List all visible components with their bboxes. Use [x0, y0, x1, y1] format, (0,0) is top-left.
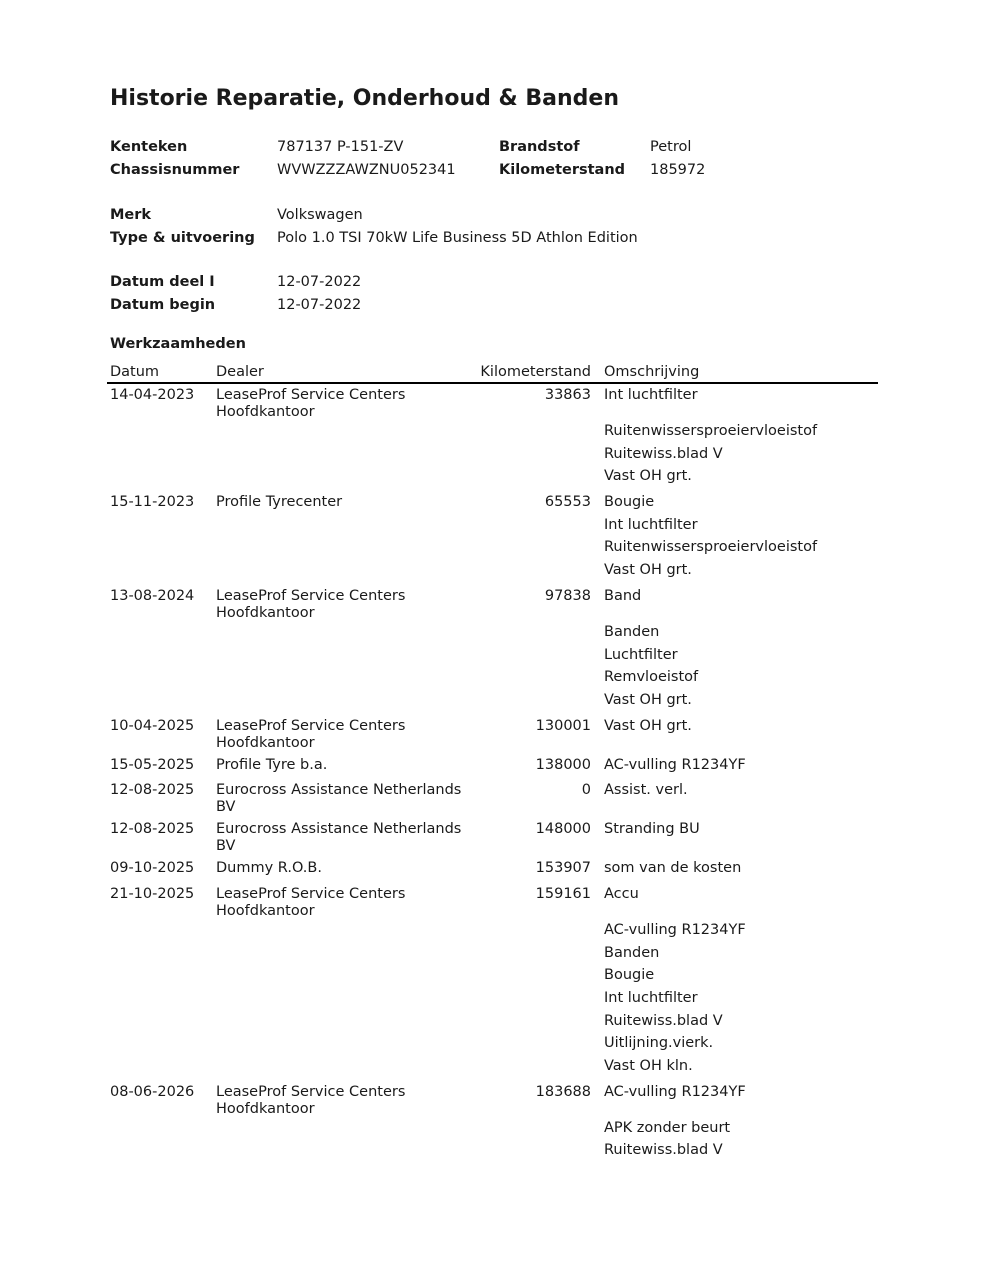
kilometerstand-label: Kilometerstand — [499, 161, 626, 178]
cell-dealer — [213, 922, 468, 945]
cell-date: 21-10-2025 — [110, 885, 195, 902]
cell-kilometerstand: 138000 — [535, 756, 591, 773]
cell-kilometerstand: 148000 — [535, 821, 591, 838]
cell-dealer — [213, 562, 468, 585]
table-row — [107, 857, 878, 883]
table-row-continuation — [107, 922, 878, 945]
table-row-continuation — [107, 669, 878, 692]
cell-omschrijving: Ruitewiss.blad V — [604, 1012, 723, 1029]
cell-dealer: LeaseProf Service Centers Hoofdkantoor — [216, 885, 406, 919]
cell-kilometerstand: 97838 — [544, 587, 591, 604]
cell-dealer: Profile Tyrecenter — [216, 494, 343, 511]
cell-date — [107, 468, 213, 491]
meta-row — [110, 274, 880, 297]
cell-kilometerstand — [468, 990, 601, 1013]
table-row — [107, 715, 878, 754]
table-row — [107, 1081, 878, 1120]
kenteken-value: 787137 P-151-ZV — [277, 139, 404, 155]
type-label: Type & uitvoering — [110, 229, 255, 246]
table-row-continuation — [107, 945, 878, 968]
table-row-continuation — [107, 539, 878, 562]
cell-omschrijving: Accu — [604, 885, 639, 902]
history-table — [107, 362, 878, 1165]
column-header-datum: Datum — [107, 362, 213, 383]
cell-omschrijving: Banden — [604, 623, 660, 640]
table-row — [107, 754, 878, 780]
meta-row — [110, 207, 880, 230]
cell-kilometerstand — [468, 967, 601, 990]
kilometerstand-value: 185972 — [650, 161, 706, 178]
table-row-continuation — [107, 562, 878, 585]
brandstof-value: Petrol — [650, 139, 692, 155]
cell-omschrijving: Banden — [604, 944, 660, 961]
cell-dealer — [213, 423, 468, 446]
cell-omschrijving: Ruitenwissersproeiervloeistof — [604, 539, 818, 556]
cell-dealer — [213, 967, 468, 990]
cell-date — [107, 922, 213, 945]
table-row — [107, 383, 878, 423]
kenteken-label: Kenteken — [110, 139, 188, 155]
table-row — [107, 779, 878, 818]
cell-omschrijving: Assist. verl. — [604, 782, 688, 799]
table-row-continuation — [107, 1142, 878, 1165]
cell-date — [107, 945, 213, 968]
table-row — [107, 585, 878, 624]
cell-omschrijving: Vast OH grt. — [604, 562, 692, 579]
cell-kilometerstand: 153907 — [535, 860, 591, 877]
cell-kilometerstand: 183688 — [535, 1083, 591, 1100]
cell-kilometerstand — [468, 1120, 601, 1143]
cell-date: 08-06-2026 — [110, 1083, 195, 1100]
cell-omschrijving: APK zonder beurt — [604, 1119, 731, 1136]
cell-omschrijving: Vast OH grt. — [604, 691, 692, 708]
cell-dealer — [213, 1120, 468, 1143]
section-title: Werkzaamheden — [110, 336, 246, 352]
cell-dealer — [213, 1035, 468, 1058]
table-row-continuation — [107, 692, 878, 715]
cell-kilometerstand — [468, 539, 601, 562]
cell-date: 15-11-2023 — [110, 494, 195, 511]
cell-kilometerstand — [468, 945, 601, 968]
table-row-continuation — [107, 446, 878, 469]
cell-dealer — [213, 446, 468, 469]
cell-omschrijving: Ruitenwissersproeiervloeistof — [604, 423, 818, 439]
cell-date — [107, 647, 213, 670]
table-row-continuation — [107, 967, 878, 990]
cell-kilometerstand — [468, 669, 601, 692]
table-row — [107, 818, 878, 857]
cell-kilometerstand — [468, 922, 601, 945]
cell-omschrijving: Ruitewiss.blad V — [604, 445, 723, 462]
cell-kilometerstand — [468, 647, 601, 670]
cell-kilometerstand — [468, 1013, 601, 1036]
vehicle-info-block-1 — [110, 139, 880, 184]
cell-dealer: LeaseProf Service Centers Hoofdkantoor — [216, 387, 406, 420]
cell-date — [107, 1142, 213, 1165]
cell-dealer — [213, 945, 468, 968]
cell-date — [107, 990, 213, 1013]
type-value: Polo 1.0 TSI 70kW Life Business 5D Athlon Edition — [277, 229, 638, 246]
cell-dealer — [213, 669, 468, 692]
cell-omschrijving: Int luchtfilter — [604, 516, 698, 533]
cell-dealer: Eurocross Assistance Netherlands BV — [216, 821, 462, 855]
cell-date: 14-04-2023 — [110, 387, 195, 403]
column-header-omschrijving: Omschrijving — [601, 362, 878, 383]
cell-date — [107, 1013, 213, 1036]
table-row-continuation — [107, 1013, 878, 1036]
page-title: Historie Reparatie, Onderhoud & Banden — [110, 86, 619, 111]
datum-begin-label: Datum begin — [110, 296, 216, 313]
cell-date: 15-05-2025 — [110, 756, 195, 773]
vehicle-info-block-3 — [110, 274, 880, 319]
vehicle-info-block-2 — [110, 207, 880, 252]
cell-dealer: Dummy R.O.B. — [216, 860, 322, 877]
cell-omschrijving: Bougie — [604, 494, 655, 511]
cell-dealer — [213, 647, 468, 670]
cell-date — [107, 1035, 213, 1058]
cell-date — [107, 624, 213, 647]
cell-kilometerstand — [468, 1142, 601, 1165]
cell-dealer — [213, 990, 468, 1013]
table-row-continuation — [107, 647, 878, 670]
chassis-value: WVWZZZAWZNU052341 — [277, 161, 456, 178]
cell-date — [107, 1120, 213, 1143]
table-row — [107, 491, 878, 517]
cell-omschrijving: AC-vulling R1234YF — [604, 1083, 746, 1100]
cell-kilometerstand: 0 — [581, 782, 591, 799]
cell-dealer: LeaseProf Service Centers Hoofdkantoor — [216, 717, 406, 751]
meta-row — [110, 162, 880, 185]
cell-dealer — [213, 468, 468, 491]
cell-date: 12-08-2025 — [110, 782, 195, 799]
merk-value: Volkswagen — [277, 207, 363, 223]
cell-date — [107, 517, 213, 540]
cell-kilometerstand: 33863 — [544, 387, 591, 403]
cell-kilometerstand — [468, 624, 601, 647]
column-header-kilometerstand: Kilometerstand — [468, 362, 601, 383]
cell-dealer — [213, 1058, 468, 1081]
cell-omschrijving: AC-vulling R1234YF — [604, 921, 746, 938]
cell-omschrijving: Luchtfilter — [604, 646, 678, 663]
table-row-continuation — [107, 1058, 878, 1081]
cell-date — [107, 669, 213, 692]
column-header-dealer: Dealer — [213, 362, 468, 383]
table-row-continuation — [107, 1035, 878, 1058]
history-table-body — [107, 383, 878, 1165]
table-row-continuation — [107, 1120, 878, 1143]
cell-date: 09-10-2025 — [110, 860, 195, 877]
cell-omschrijving: Ruitewiss.blad V — [604, 1142, 723, 1159]
cell-date — [107, 539, 213, 562]
cell-omschrijving: Stranding BU — [604, 821, 700, 838]
chassis-label: Chassisnummer — [110, 161, 240, 178]
cell-dealer — [213, 517, 468, 540]
cell-kilometerstand: 130001 — [535, 717, 591, 734]
cell-dealer: LeaseProf Service Centers Hoofdkantoor — [216, 587, 406, 621]
cell-kilometerstand: 159161 — [535, 885, 591, 902]
cell-dealer — [213, 624, 468, 647]
cell-date — [107, 446, 213, 469]
cell-date — [107, 1058, 213, 1081]
cell-date: 10-04-2025 — [110, 717, 195, 734]
cell-kilometerstand — [468, 423, 601, 446]
cell-dealer: Eurocross Assistance Netherlands BV — [216, 782, 462, 816]
cell-dealer — [213, 1142, 468, 1165]
cell-kilometerstand: 65553 — [544, 494, 591, 511]
table-row-continuation — [107, 423, 878, 446]
table-row-continuation — [107, 624, 878, 647]
cell-date: 13-08-2024 — [110, 587, 195, 604]
cell-dealer — [213, 539, 468, 562]
brandstof-label: Brandstof — [499, 139, 580, 155]
merk-label: Merk — [110, 207, 152, 223]
table-row-continuation — [107, 990, 878, 1013]
cell-date — [107, 562, 213, 585]
cell-omschrijving: Uitlijning.vierk. — [604, 1035, 714, 1052]
cell-omschrijving: Int luchtfilter — [604, 387, 698, 403]
meta-row — [110, 230, 880, 253]
cell-date — [107, 692, 213, 715]
cell-kilometerstand — [468, 562, 601, 585]
cell-date — [107, 967, 213, 990]
datum-deel-label: Datum deel I — [110, 274, 215, 290]
cell-omschrijving: Band — [604, 587, 642, 604]
table-row-continuation — [107, 517, 878, 540]
cell-dealer — [213, 1013, 468, 1036]
cell-omschrijving: AC-vulling R1234YF — [604, 756, 746, 773]
meta-row — [110, 139, 880, 162]
table-row — [107, 883, 878, 922]
cell-omschrijving: Int luchtfilter — [604, 990, 698, 1006]
cell-omschrijving: Vast OH grt. — [604, 717, 692, 734]
cell-kilometerstand — [468, 468, 601, 491]
cell-omschrijving: Bougie — [604, 967, 655, 984]
datum-deel-value: 12-07-2022 — [277, 274, 362, 290]
cell-date: 12-08-2025 — [110, 821, 195, 838]
cell-dealer: LeaseProf Service Centers Hoofdkantoor — [216, 1083, 406, 1117]
cell-date — [107, 423, 213, 446]
cell-kilometerstand — [468, 1058, 601, 1081]
cell-omschrijving: som van de kosten — [604, 860, 742, 877]
cell-kilometerstand — [468, 517, 601, 540]
meta-row — [110, 297, 880, 320]
table-header-row — [107, 362, 878, 383]
cell-dealer: Profile Tyre b.a. — [216, 756, 328, 773]
cell-kilometerstand — [468, 692, 601, 715]
cell-dealer — [213, 692, 468, 715]
cell-omschrijving: Vast OH grt. — [604, 468, 692, 485]
cell-kilometerstand — [468, 446, 601, 469]
cell-omschrijving: Vast OH kln. — [604, 1058, 693, 1075]
datum-begin-value: 12-07-2022 — [277, 296, 362, 313]
cell-omschrijving: Remvloeistof — [604, 669, 699, 686]
cell-kilometerstand — [468, 1035, 601, 1058]
table-row-continuation — [107, 468, 878, 491]
